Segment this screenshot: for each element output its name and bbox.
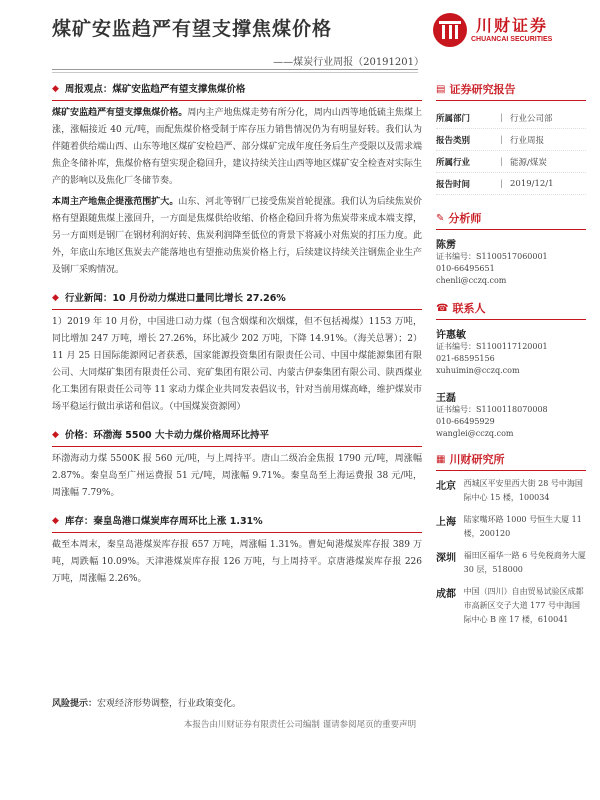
info-row: 报告时间 | 2019/12/1 <box>436 173 586 195</box>
analyst-email[interactable]: chenli@cczq.com <box>436 276 507 285</box>
section-divider <box>52 446 422 447</box>
info-row: 报告类别 | 行业周报 <box>436 129 586 151</box>
section-divider <box>52 100 422 101</box>
info-row: 所属部门 | 行业公司部 <box>436 107 586 129</box>
document-icon: ▤ <box>436 83 446 95</box>
logo-english-name: CHUANCAI SECURITIES <box>471 36 553 43</box>
section-heading-news: ◆ 行业新闻：10 月份动力煤进口量同比增长 27.26% <box>52 289 422 307</box>
office-address: 深圳 福田区福华一路 6 号免税商务大厦 30 层，518000 <box>436 551 586 574</box>
section-divider <box>52 309 422 310</box>
section-divider <box>52 532 422 533</box>
office-address: 北京 西城区平安里西大街 28 号中海国际中心 15 楼，100034 <box>436 479 583 502</box>
office-heading: ▦ 川财研究所 <box>436 453 505 466</box>
title-divider <box>52 69 418 70</box>
building-icon: ▦ <box>436 453 446 465</box>
sidebar-divider <box>436 100 586 101</box>
diamond-icon: ◆ <box>52 429 59 440</box>
paragraph: 环渤海动力煤 5500K 报 560 元/吨，与上周持平。唐山二级冶金焦报 1790 元/吨，周涨幅 2.87%。秦皇岛至广州运费报 51 元/吨，周涨幅 9.71%。秦皇岛至上海运费报 38 元/吨，周涨幅 7.79%。 <box>52 454 422 498</box>
diamond-icon: ◆ <box>52 292 59 303</box>
report-subtitle: ——煤炭行业周报（20191201） <box>273 57 424 68</box>
section-heading-inventory: ◆ 库存：秦皇岛港口煤炭库存周环比上涨 1.31% <box>52 512 422 530</box>
analyst-phone: 010-66495651 <box>436 264 495 273</box>
analyst-heading: ✎ 分析师 <box>436 212 482 225</box>
contact-cert: 证书编号：S1100118070008 <box>436 405 548 414</box>
analyst-name: 陈雳 <box>436 240 456 251</box>
office-address: 上海 陆家嘴环路 1000 号恒生大厦 11 楼，200120 <box>436 515 582 538</box>
contact-phone: 021-68595156 <box>436 354 495 363</box>
logo-mark-icon <box>433 13 467 47</box>
logo-chinese-name: 川财证券 <box>476 16 549 35</box>
paragraph: 煤矿安监趋严有望支撑焦煤价格。周内主产地焦煤走势有所分化，周内山西等地低硫主焦煤上涨，涨幅接近 40 元/吨，而配焦煤价格受制于库存压力销售情况仍为有明显好转。我们认为伴随着供给端山西、山东等地区煤矿安检趋严、部分煤矿完成年度任务后生产受限以及需求端焦企冬储补库，焦煤价格有望实现企稳回升，建议持续关注山西等地区煤矿安全检查对实际生产的影响以及焦化厂冬储节奏。 <box>52 108 422 186</box>
report-info-heading: ▤ 证券研究报告 <box>436 83 516 96</box>
person-icon: ✎ <box>436 212 445 224</box>
contact-name: 王磊 <box>436 393 456 404</box>
contact-email[interactable]: wanglei@cczq.com <box>436 429 514 438</box>
sidebar-divider <box>436 319 586 320</box>
contact-email[interactable]: xuhuimin@cczq.com <box>436 366 520 375</box>
page-footer: 本报告由川财证券有限责任公司编制 谨请参阅尾页的重要声明 <box>183 720 417 730</box>
diamond-icon: ◆ <box>52 515 59 526</box>
office-address: 成都 中国（四川）自由贸易试验区成都市高新区交子大道 177 号中海国际中心 B 座 17 楼，610041 <box>436 587 584 624</box>
section-heading-outlook: ◆ 周报观点：煤矿安监趋严有望支撑焦煤价格 <box>52 80 422 98</box>
company-logo <box>433 13 563 51</box>
paragraph: 本周主产地焦企提涨范围扩大。山东、河北等钢厂已接受焦炭首轮提涨。我们认为后续焦炭价格有望跟随焦煤上涨回升，一方面是焦煤供给收缩、价格企稳回升将为焦炭带来成本端支撑，另一方面则是钢厂在钢材利润好转、焦炭利润降至低位的背景下将减小对焦炭的打压力度。此外，年底山东地区焦炭去产能落地也有望推动焦炭价格上行，后续建议持续关注钢焦企业生产及钢厂采购情况。 <box>52 197 422 275</box>
info-row: 所属行业 | 能源/煤炭 <box>436 151 586 173</box>
main-content <box>52 80 422 592</box>
contact-name: 许惠敏 <box>436 330 466 341</box>
sidebar <box>436 80 586 635</box>
contact-icon: ☎ <box>436 302 449 314</box>
contact-cert: 证书编号：S1100117120001 <box>436 342 548 351</box>
report-title: 煤矿安监趋严有望支撑焦煤价格 <box>52 18 333 40</box>
title-divider-secondary <box>52 72 418 73</box>
paragraph: 1）2019 年 10 月份，中国进口动力煤（包含烟煤和次烟煤，但不包括褐煤）1153 万吨，同比增加 247 万吨，增长 27.26%，环比减少 202 万吨，下降 14.91%。（海关总署）；2）11 月 25 日国际能源网记者获悉，国家能源投资集团有限责任公司、中国中煤能源集团有限公司、大同煤矿集团有限责任公司、兖矿集团有限公司、内蒙古伊泰集团有限公司、陕西煤业化工集团有限责任公司等 11 家动力煤企业共同发表倡议书，针对当前用煤高峰，维护煤炭市场平稳运行做出承诺和倡议。（中国煤炭资源网） <box>52 317 422 412</box>
risk-warning: 风险提示：宏观经济形势调整，行业政策变化。 <box>52 699 242 709</box>
analyst-cert: 证书编号：S1100517060001 <box>436 252 548 261</box>
paragraph: 截至本周末，秦皇岛港煤炭库存报 657 万吨，周涨幅 1.31%。曹妃甸港煤炭库存报 389 万吨，周跌幅 10.09%。天津港煤炭库存报 126 万吨，与上周持平。京唐港煤炭库存报 226 万吨，周涨幅 2.26%。 <box>52 540 422 584</box>
sidebar-divider <box>436 229 586 230</box>
sidebar-divider <box>436 470 586 471</box>
section-heading-price: ◆ 价格：环渤海 5500 大卡动力煤价格周环比持平 <box>52 426 422 444</box>
contact-heading: ☎ 联系人 <box>436 302 486 315</box>
diamond-icon: ◆ <box>52 83 59 94</box>
contact-phone: 010-66495929 <box>436 417 495 426</box>
